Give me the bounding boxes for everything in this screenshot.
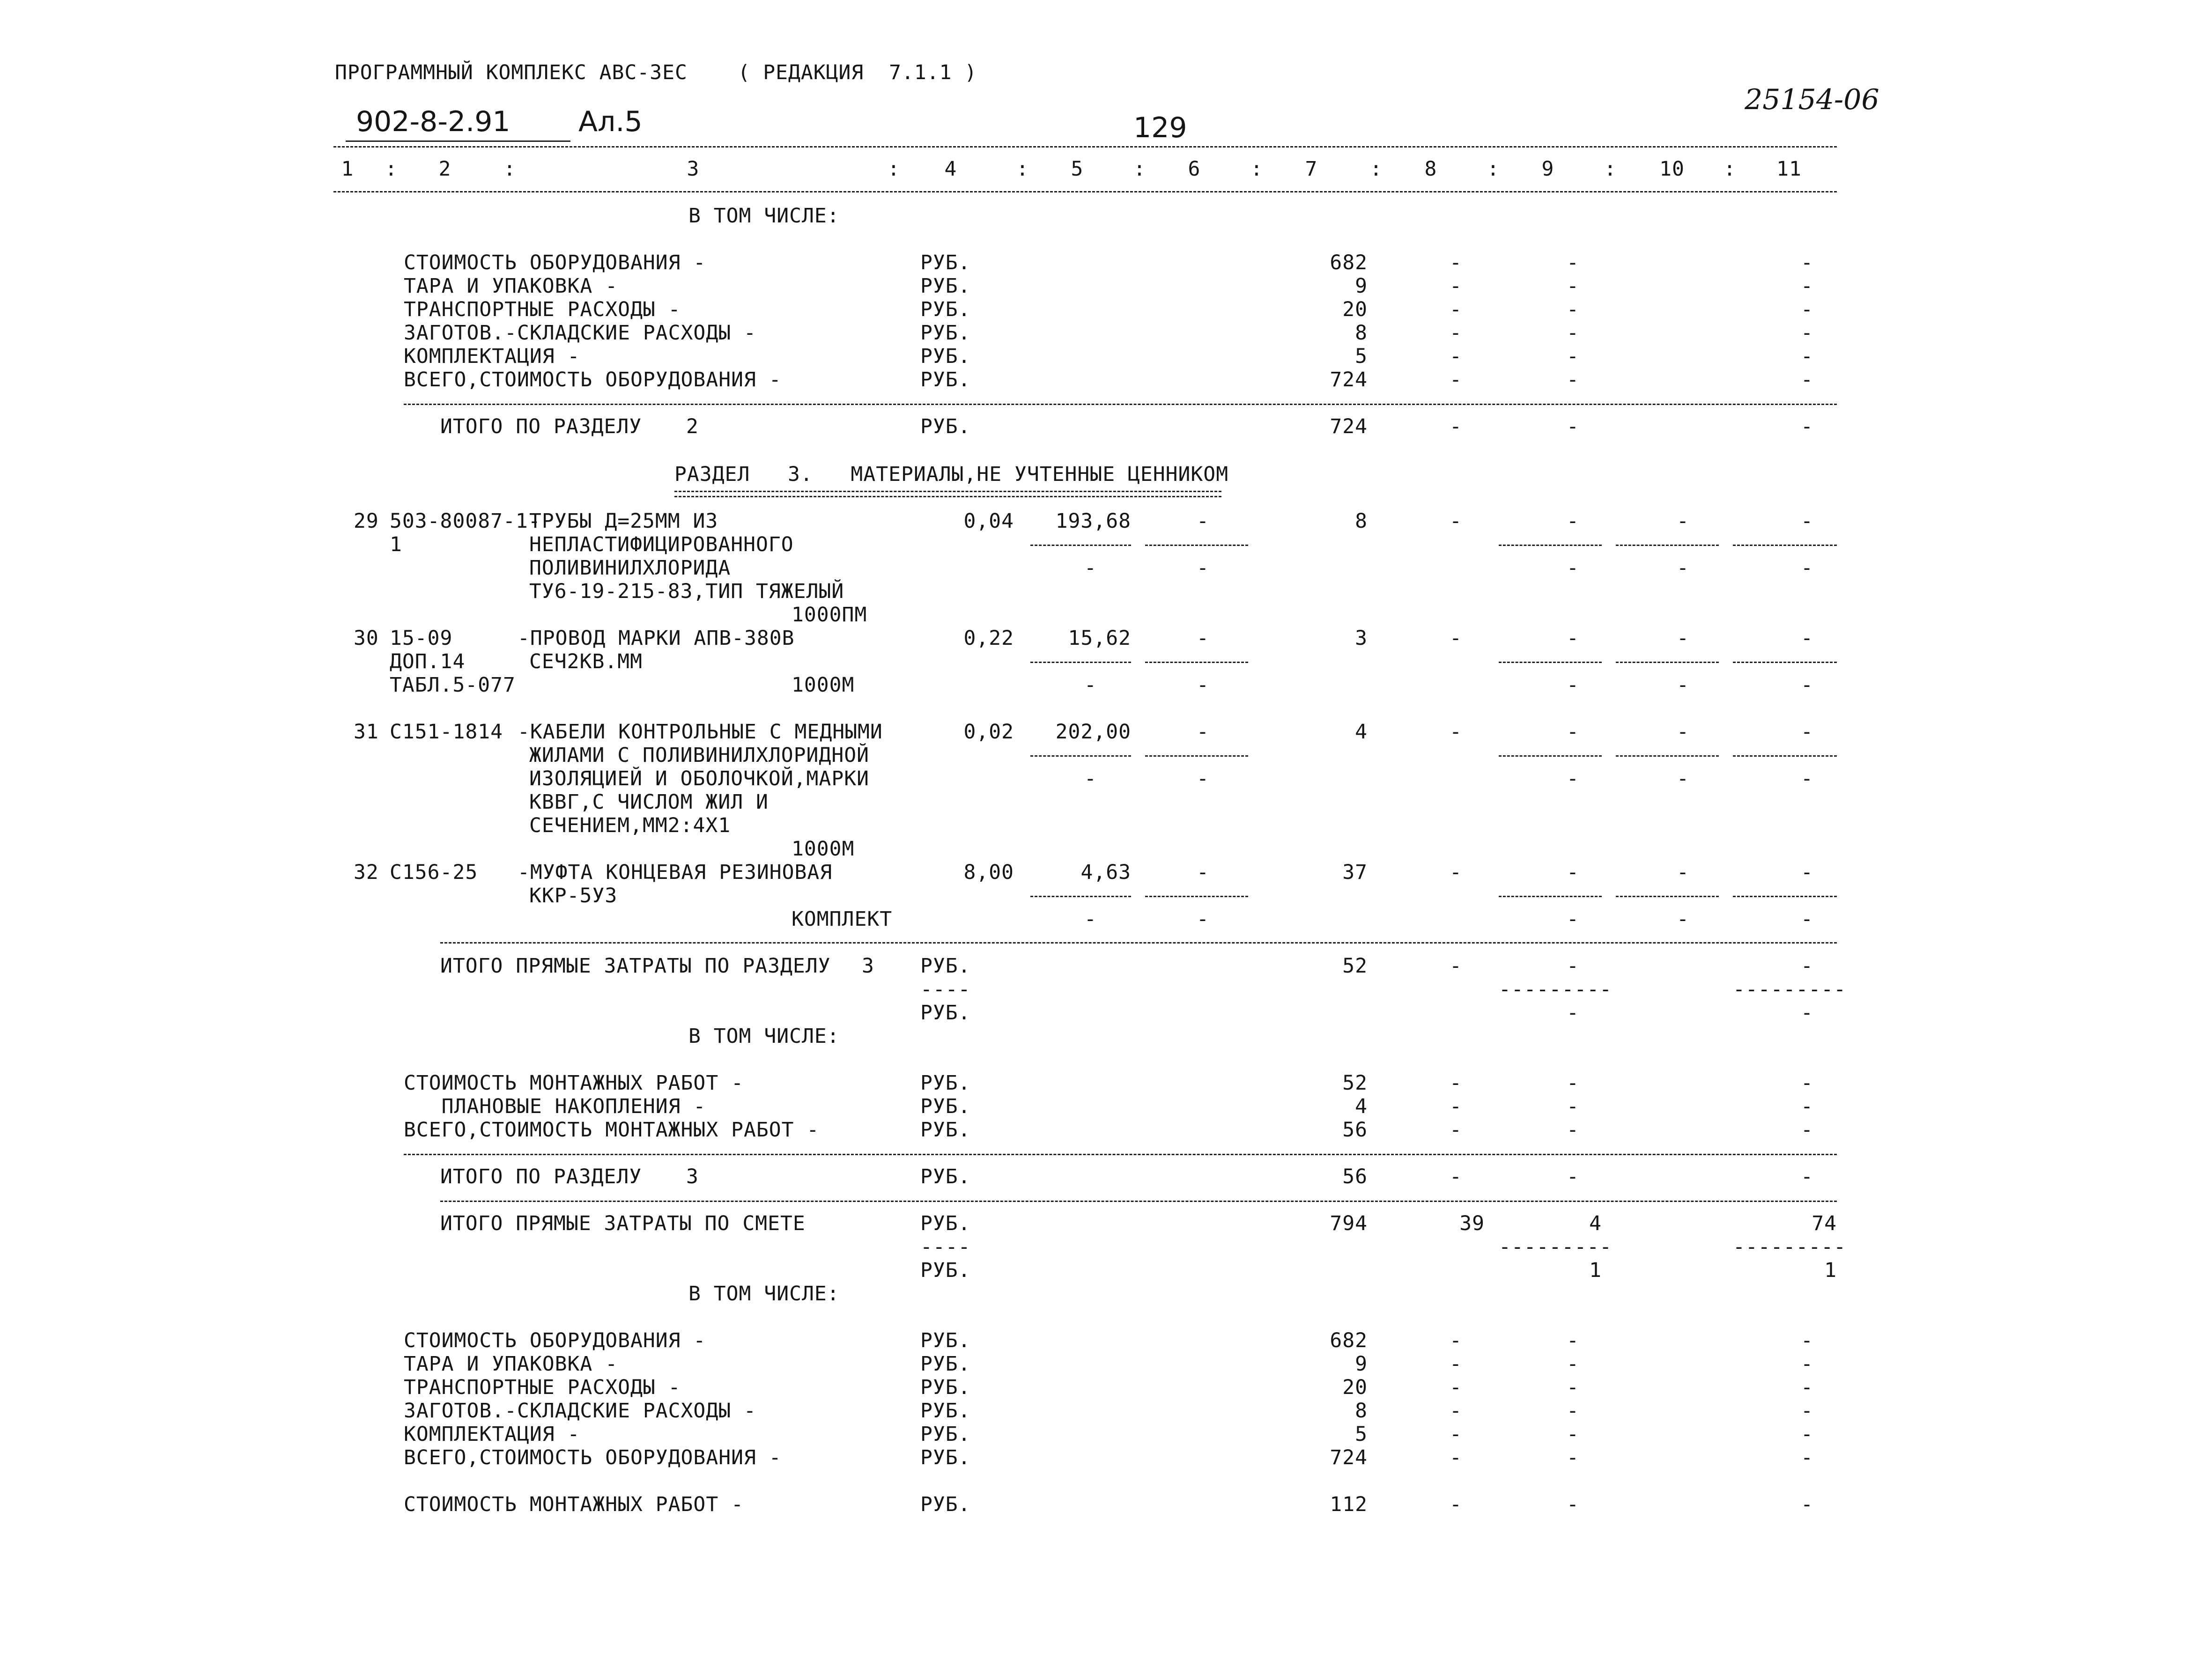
row-c7: 56 (1342, 1118, 1368, 1142)
item-unit: 1000М (792, 673, 855, 697)
total-section-number: 3 (686, 1165, 699, 1188)
row-c9: - (1567, 1493, 1579, 1516)
row-unit: РУБ. (920, 1399, 971, 1423)
row-label: СТОИМОСТЬ МОНТАЖНЫХ РАБОТ - (404, 1493, 744, 1516)
col-number: 10 (1659, 157, 1685, 181)
row-c7: 5 (1355, 345, 1368, 368)
row-c7: 724 (1330, 368, 1368, 391)
col-separator: : (1487, 157, 1500, 181)
total-label: ИТОГО ПО РАЗДЕЛУ (440, 1165, 642, 1188)
row-unit: РУБ. (920, 1376, 971, 1399)
item-c6: - (1197, 509, 1209, 533)
item-number: 29 (354, 509, 379, 533)
row-label: ПЛАНОВЫЕ НАКОПЛЕНИЯ - (404, 1095, 706, 1118)
item-c6: - (1197, 861, 1209, 884)
item-sub-c9: - (1567, 907, 1579, 931)
item-c9: - (1567, 720, 1579, 744)
item-c10: - (1677, 861, 1689, 884)
item-desc: СЕЧЕНИЕМ,ММ2:4Х1 (529, 814, 731, 837)
row-unit: РУБ. (920, 251, 971, 274)
row-label: ЗАГОТОВ.-СКЛАДСКИЕ РАСХОДЫ - (404, 321, 756, 345)
long-rule: --------- (1733, 978, 1846, 1001)
item-price: 193,68 (1055, 509, 1131, 533)
item-code: ДОП.14 (390, 650, 466, 673)
col-separator: : (1724, 157, 1736, 181)
row-c11: - (1801, 1423, 1813, 1446)
total-label: ИТОГО ПО РАЗДЕЛУ (440, 415, 642, 438)
total-c8: - (1450, 954, 1462, 978)
item-c8: - (1450, 861, 1462, 884)
program-title: ПРОГРАММНЫЙ КОМПЛЕКС АВС-3ЕС ( РЕДАКЦИЯ 7.1.1 ) (335, 61, 977, 84)
total-c8: - (1450, 415, 1462, 438)
item-code: С156-25 (390, 861, 478, 884)
row-c9: - (1567, 321, 1579, 345)
row-c11: - (1801, 1376, 1813, 1399)
row-c7: 682 (1330, 1329, 1368, 1352)
col-number: 1 (341, 157, 354, 181)
row-label: КОМПЛЕКТАЦИЯ - (404, 345, 580, 368)
row-c9: - (1567, 274, 1579, 298)
total-unit: РУБ. (920, 954, 971, 978)
col-separator: : (503, 157, 516, 181)
row-c9: - (1567, 368, 1579, 391)
total-section-number: 3 (862, 954, 874, 978)
total-c11: - (1801, 1165, 1813, 1188)
item-c9: - (1567, 861, 1579, 884)
col-number: 9 (1541, 157, 1554, 181)
row-c7: 8 (1355, 321, 1368, 345)
item-desc: ТУ6-19-215-83,ТИП ТЯЖЕЛЫЙ (529, 580, 844, 603)
col-separator: : (888, 157, 900, 181)
row-c9: - (1567, 1399, 1579, 1423)
row-c9: - (1567, 1376, 1579, 1399)
item-c10: - (1677, 627, 1689, 650)
cell-rule (1030, 896, 1131, 897)
item-desc: СЕЧ2КВ.ММ (529, 650, 643, 673)
total-c7: 724 (1330, 415, 1368, 438)
row-c8: - (1450, 251, 1462, 274)
row-c9: - (1567, 1071, 1579, 1095)
cell-rule (1616, 545, 1719, 546)
album-number: Ал.5 (578, 105, 643, 138)
total-c11: 1 (1824, 1259, 1837, 1282)
row-c9: - (1567, 298, 1579, 321)
item-desc: ТРУБЫ Д=25ММ ИЗ (529, 509, 718, 533)
col-separator: : (1250, 157, 1263, 181)
row-unit: РУБ. (920, 1329, 971, 1352)
row-c9: - (1567, 1423, 1579, 1446)
row-c11: - (1801, 1399, 1813, 1423)
col-number: 4 (944, 157, 957, 181)
cell-rule (1499, 896, 1602, 897)
cell-rule (1145, 662, 1248, 663)
row-c8: - (1450, 1095, 1462, 1118)
item-code: 503-80087-1- (390, 509, 541, 533)
row-label: КОМПЛЕКТАЦИЯ - (404, 1423, 580, 1446)
item-c10: - (1677, 509, 1689, 533)
item-qty: 0,22 (963, 627, 1014, 650)
cell-rule (1733, 755, 1837, 757)
row-c7: 682 (1330, 251, 1368, 274)
item-qty: 0,02 (963, 720, 1014, 744)
item-number: 30 (354, 627, 379, 650)
col-number: 8 (1424, 157, 1437, 181)
item-price: 15,62 (1068, 627, 1131, 650)
item-c7: 3 (1355, 627, 1368, 650)
cell-rule (1499, 545, 1602, 546)
item-sub-c9: - (1567, 673, 1579, 697)
section3-title-underline (674, 491, 1221, 497)
item-c6: - (1197, 627, 1209, 650)
row-unit: РУБ. (920, 1071, 971, 1095)
row-label: ТРАНСПОРТНЫЕ РАСХОДЫ - (404, 1376, 681, 1399)
row-c8: - (1450, 345, 1462, 368)
cell-rule (1616, 662, 1719, 663)
row-c8: - (1450, 1329, 1462, 1352)
row-label: ТАРА И УПАКОВКА - (404, 274, 618, 298)
item-desc: -МУФТА КОНЦЕВАЯ РЕЗИНОВАЯ (518, 861, 833, 884)
item-desc: ПОЛИВИНИЛХЛОРИДА (529, 556, 731, 580)
item-desc: -ПРОВОД МАРКИ АПВ-380В (518, 627, 795, 650)
row-unit: РУБ. (920, 345, 971, 368)
row-c8: - (1450, 1071, 1462, 1095)
row-c11: - (1801, 368, 1813, 391)
divider-rule (404, 1154, 1837, 1155)
item-sub-c11: - (1801, 767, 1813, 790)
item-sub-c5: - (1084, 907, 1097, 931)
item-sub-c11: - (1801, 907, 1813, 931)
cell-rule (1030, 662, 1131, 663)
row-c8: - (1450, 298, 1462, 321)
row-c11: - (1801, 251, 1813, 274)
row-label: ТРАНСПОРТНЫЕ РАСХОДЫ - (404, 298, 681, 321)
item-sub-c9: - (1567, 556, 1579, 580)
item-price: 202,00 (1055, 720, 1131, 744)
col-separator: : (1604, 157, 1617, 181)
total-c11: - (1801, 415, 1813, 438)
row-label: СТОИМОСТЬ ОБОРУДОВАНИЯ - (404, 251, 706, 274)
long-rule: --------- (1499, 978, 1612, 1001)
row-c11: - (1801, 345, 1813, 368)
total-c9: - (1567, 954, 1579, 978)
row-label: ВСЕГО,СТОИМОСТЬ МОНТАЖНЫХ РАБОТ - (404, 1118, 820, 1142)
col-number: 5 (1071, 157, 1084, 181)
row-c11: - (1801, 298, 1813, 321)
col-number: 3 (687, 157, 700, 181)
total-c8: 39 (1459, 1212, 1485, 1235)
col-separator: : (385, 157, 398, 181)
item-sub-c5: - (1084, 556, 1097, 580)
col-separator: : (1370, 157, 1383, 181)
row-c7: 5 (1355, 1423, 1368, 1446)
col-number: 2 (438, 157, 451, 181)
header-rule-top (333, 146, 1837, 147)
item-desc: ЖИЛАМИ С ПОЛИВИНИЛХЛОРИДНОЙ (529, 744, 869, 767)
item-code: ТАБЛ.5-077 (390, 673, 516, 697)
row-c11: - (1801, 1329, 1813, 1352)
long-rule: --------- (1499, 1235, 1612, 1259)
item-number: 32 (354, 861, 379, 884)
total-label: ИТОГО ПРЯМЫЕ ЗАТРАТЫ ПО СМЕТЕ (440, 1212, 806, 1235)
row-c9: - (1567, 1329, 1579, 1352)
section3-title: РАЗДЕЛ 3. МАТЕРИАЛЫ,НЕ УЧТЕННЫЕ ЦЕННИКОМ (674, 463, 1229, 486)
row-c9: - (1567, 1446, 1579, 1469)
cell-rule (1616, 755, 1719, 757)
item-sub-c10: - (1677, 556, 1689, 580)
row-label: СТОИМОСТЬ ОБОРУДОВАНИЯ - (404, 1329, 706, 1352)
row-c8: - (1450, 274, 1462, 298)
cell-rule (1145, 545, 1248, 546)
col-separator: : (1016, 157, 1029, 181)
row-c7: 4 (1355, 1095, 1368, 1118)
row-c8: - (1450, 1352, 1462, 1376)
total-c7: 794 (1330, 1212, 1368, 1235)
divider-rule (404, 404, 1837, 405)
row-c11: - (1801, 321, 1813, 345)
item-qty: 8,00 (963, 861, 1014, 884)
item-sub-c10: - (1677, 767, 1689, 790)
total-unit: РУБ. (920, 1212, 971, 1235)
total-label: ИТОГО ПРЯМЫЕ ЗАТРАТЫ ПО РАЗДЕЛУ (440, 954, 831, 978)
row-c8: - (1450, 1446, 1462, 1469)
cell-rule (1499, 662, 1602, 663)
item-desc: КВВГ,С ЧИСЛОМ ЖИЛ И (529, 790, 769, 814)
col-number: 11 (1776, 157, 1802, 181)
item-sub-c11: - (1801, 673, 1813, 697)
total-c9: 4 (1589, 1212, 1602, 1235)
item-c7: 4 (1355, 720, 1368, 744)
item-sub-c6: - (1197, 556, 1209, 580)
item-c11: - (1801, 509, 1813, 533)
item-c11: - (1801, 861, 1813, 884)
total-c11: - (1801, 954, 1813, 978)
row-c7: 52 (1342, 1071, 1368, 1095)
row-unit: РУБ. (920, 1095, 971, 1118)
total-unit: РУБ. (920, 1259, 971, 1282)
item-c8: - (1450, 509, 1462, 533)
row-c11: - (1801, 1095, 1813, 1118)
row-c7: 724 (1330, 1446, 1368, 1469)
row-unit: РУБ. (920, 1352, 971, 1376)
item-c7: 8 (1355, 509, 1368, 533)
row-c8: - (1450, 321, 1462, 345)
item-sub-c6: - (1197, 673, 1209, 697)
item-sub-c11: - (1801, 556, 1813, 580)
row-label: СТОИМОСТЬ МОНТАЖНЫХ РАБОТ - (404, 1071, 744, 1095)
item-c8: - (1450, 627, 1462, 650)
row-c7: 20 (1342, 1376, 1368, 1399)
doc-code: 902-8-2.91 (356, 105, 510, 138)
total-c8: - (1450, 1165, 1462, 1188)
total-unit: РУБ. (920, 1001, 971, 1025)
cell-rule (1145, 755, 1248, 757)
item-desc: НЕПЛАСТИФИЦИРОВАННОГО (529, 533, 794, 556)
item-sub-c9: - (1567, 767, 1579, 790)
subheading-incl: В ТОМ ЧИСЛЕ: (688, 1025, 840, 1048)
row-c8: - (1450, 368, 1462, 391)
row-c7: 9 (1355, 1352, 1368, 1376)
cell-rule (1616, 896, 1719, 897)
row-c8: - (1450, 1376, 1462, 1399)
row-c11: - (1801, 1071, 1813, 1095)
cell-rule (1030, 545, 1131, 546)
col-separator: : (1133, 157, 1146, 181)
item-desc: -КАБЕЛИ КОНТРОЛЬНЫЕ С МЕДНЫМИ (518, 720, 883, 744)
item-c10: - (1677, 720, 1689, 744)
row-label: ТАРА И УПАКОВКА - (404, 1352, 618, 1376)
row-c11: - (1801, 1352, 1813, 1376)
total-unit: РУБ. (920, 415, 971, 438)
short-rule: ---- (920, 1235, 971, 1259)
item-desc: ИЗОЛЯЦИЕЙ И ОБОЛОЧКОЙ,МАРКИ (529, 767, 869, 790)
total-c11: - (1801, 1001, 1813, 1025)
item-sub-c5: - (1084, 767, 1097, 790)
page-number: 129 (1133, 111, 1187, 144)
row-c11: - (1801, 1446, 1813, 1469)
row-unit: РУБ. (920, 1423, 971, 1446)
cell-rule (1499, 755, 1602, 757)
row-c8: - (1450, 1399, 1462, 1423)
subheading-incl: В ТОМ ЧИСЛЕ: (688, 204, 840, 228)
cell-rule (1030, 755, 1131, 757)
item-sub-c10: - (1677, 673, 1689, 697)
item-code: 15-09 (390, 627, 453, 650)
item-c8: - (1450, 720, 1462, 744)
row-c9: - (1567, 251, 1579, 274)
item-c7: 37 (1342, 861, 1368, 884)
item-unit: КОМПЛЕКТ (792, 907, 893, 931)
row-c9: - (1567, 345, 1579, 368)
cell-rule (1733, 662, 1837, 663)
item-code: 1 (390, 533, 402, 556)
total-c9: 1 (1589, 1259, 1602, 1282)
total-c9: - (1567, 1165, 1579, 1188)
total-c7: 56 (1342, 1165, 1368, 1188)
item-sub-c6: - (1197, 907, 1209, 931)
row-c9: - (1567, 1352, 1579, 1376)
total-c9: - (1567, 415, 1579, 438)
item-price: 4,63 (1080, 861, 1131, 884)
row-unit: РУБ. (920, 1446, 971, 1469)
long-rule: --------- (1733, 1235, 1846, 1259)
item-sub-c10: - (1677, 907, 1689, 931)
row-c8: - (1450, 1423, 1462, 1446)
row-label: ВСЕГО,СТОИМОСТЬ ОБОРУДОВАНИЯ - (404, 368, 782, 391)
divider-rule (440, 1201, 1837, 1202)
short-rule: ---- (920, 978, 971, 1001)
total-section-number: 2 (686, 415, 699, 438)
divider-rule (440, 942, 1837, 944)
doc-code-underline (346, 140, 570, 142)
item-c11: - (1801, 720, 1813, 744)
row-c8: - (1450, 1118, 1462, 1142)
row-c9: - (1567, 1095, 1579, 1118)
total-c9: - (1567, 1001, 1579, 1025)
total-c11: 74 (1812, 1212, 1837, 1235)
cell-rule (1733, 545, 1837, 546)
col-number: 6 (1188, 157, 1201, 181)
item-sub-c5: - (1084, 673, 1097, 697)
total-unit: РУБ. (920, 1165, 971, 1188)
row-c11: - (1801, 274, 1813, 298)
row-unit: РУБ. (920, 298, 971, 321)
item-c11: - (1801, 627, 1813, 650)
cell-rule (1733, 896, 1837, 897)
row-c11: - (1801, 1493, 1813, 1516)
item-unit: 1000М (792, 837, 855, 861)
item-number: 31 (354, 720, 379, 744)
row-c7: 8 (1355, 1399, 1368, 1423)
row-unit: РУБ. (920, 1118, 971, 1142)
row-c7: 9 (1355, 274, 1368, 298)
cell-rule (1145, 896, 1248, 897)
col-number: 7 (1305, 157, 1318, 181)
item-code: С151-1814 (390, 720, 503, 744)
row-c7: 112 (1330, 1493, 1368, 1516)
item-c6: - (1197, 720, 1209, 744)
row-unit: РУБ. (920, 1493, 971, 1516)
row-unit: РУБ. (920, 274, 971, 298)
header-rule-bottom (333, 191, 1837, 192)
item-c9: - (1567, 627, 1579, 650)
row-unit: РУБ. (920, 321, 971, 345)
archive-stamp: 25154-06 (1745, 83, 1879, 116)
subheading-incl: В ТОМ ЧИСЛЕ: (688, 1282, 840, 1305)
row-c11: - (1801, 1118, 1813, 1142)
row-c8: - (1450, 1493, 1462, 1516)
row-unit: РУБ. (920, 368, 971, 391)
item-desc: ККР-5У3 (529, 884, 618, 907)
item-c9: - (1567, 509, 1579, 533)
item-sub-c6: - (1197, 767, 1209, 790)
row-label: ВСЕГО,СТОИМОСТЬ ОБОРУДОВАНИЯ - (404, 1446, 782, 1469)
item-qty: 0,04 (963, 509, 1014, 533)
row-c7: 20 (1342, 298, 1368, 321)
row-c9: - (1567, 1118, 1579, 1142)
item-unit: 1000ПМ (792, 603, 867, 627)
total-c7: 52 (1342, 954, 1368, 978)
row-label: ЗАГОТОВ.-СКЛАДСКИЕ РАСХОДЫ - (404, 1399, 756, 1423)
